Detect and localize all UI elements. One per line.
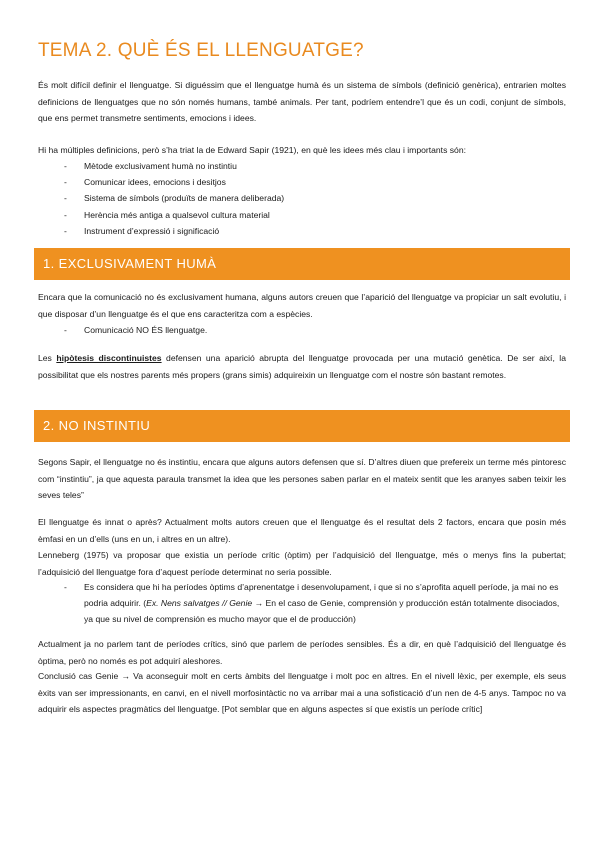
page-title: TEMA 2. QUÈ ÉS EL LLENGUATGE? (38, 40, 364, 61)
list-item: - Comunicació NO ÉS llenguatge. (64, 325, 208, 335)
list-item: - Instrument d’expressió i significació (64, 225, 220, 236)
list-item: - Mètode exclusivament humà no instintiu (64, 161, 237, 171)
section2-paragraph-4: Actualment ja no parlem tant de períodes crítics, sinó que parlem de períodes sensibles. És a dir, en què l’adquisició del llenguatge és òptima, però no només es pot adquirí aleshores. (38, 639, 566, 666)
list-item: - Es considera que hi ha períodes òptims d’aprenentatge i desenvolupament, i que si no s’aprofita aquell període, ja mai no es podria adquirir. (Ex. Nens salvatges // Genie → En el caso de Genie, comprensión y producción están totalmente disociados, ya que su nivel de comprensión es mucho mayor que el de producción) (64, 582, 560, 625)
section1-paragraph-1: Encara que la comunicació no és exclusivament humana, alguns autors creuen que l’aparició del llenguatge va propiciar un salt evolutiu, i que disposar d’un llenguatge és el que ens caracteritza com a espècies. (38, 292, 566, 319)
list-item: - Comunicar idees, emocions i desitjos (64, 177, 226, 188)
section2-paragraph-5: Conclusió cas Genie → Va aconseguir molt en certs àmbits del llenguatge i molt poc en altres. En el nivell lèxic, per exemple, els seus èxits van ser impressionants, en canvi, en el nivell morfosintàctic no va arribar mai a una sofisticació d’un nen de 4-5 anys. Tampoc no va adquirir els aspectes pragmàtics del llenguatge. [Pot semblar que en alguns aspectes sí que existís un període crític] (38, 671, 566, 714)
section1-bullets (38, 322, 566, 338)
section-header-exclusivament-huma (34, 248, 570, 280)
section2-paragraph-3: Lenneberg (1975) va proposar que existia un període crític (òptim) per l’adquisició del llenguatge, més o menys fins la pubertat; l’adquisició del llenguatge fora d’aquest període determinat no seria possible. (38, 550, 566, 577)
section2-paragraph-1: Segons Sapir, el llenguatge no és instintiu, encara que alguns autors defensen que sí. D’altres diuen que prefereix un terme més pintoresc com “instintiu”, ja que aquesta paraula transmet la idea que les persones saben parlar en el mateix sentit que les aranyes saben teixir les seves teles” (38, 457, 566, 500)
list-item: - Sistema de símbols (produïts de manera deliberada) (64, 193, 285, 204)
section-header-no-instintiu (34, 410, 570, 442)
section-heading: 1. EXCLUSIVAMENT HUMÀ (43, 256, 217, 271)
section2-bullets (38, 579, 566, 628)
definitions-intro: Hi ha múltiples definicions, però s’ha triat la de Edward Sapir (1921), en què les idees més clau i importants són: (38, 145, 466, 155)
highlighted-term: hipòtesis discontinuistes (56, 353, 162, 363)
section2-paragraph-2: El llenguatge és innat o après? Actualment molts autors creuen que el llenguatge és el resultat dels 2 factors, encara que posin més èmfasi en un d’ells (uns en un, i altres en un altre). (38, 517, 566, 544)
list-item: - Herència més antiga a qualsevol cultura material (64, 209, 270, 220)
section1-paragraph-2: Les hipòtesis discontinuistes defensen una aparició abrupta del llenguatge provocada per una mutació genètica. De ser així, la possibilitat que els nostres parents més propers (grans simis) adquireixin un llenguatge com el nostre són bastant remotes. (38, 353, 566, 380)
key-ideas-list (38, 158, 566, 239)
section-heading: 2. NO INSTINTIU (43, 418, 151, 433)
intro-paragraph: És molt difícil definir el llenguatge. Si diguéssim que el llenguatge humà és un sistema de símbols (definició genèrica), entrarien moltes definicions de llenguatges que no són només humans, també animals. Per tant, podríem entendre’l que és un codi, conjunt de símbols, que ens permet transmetre sentiments, emocions i idees. (38, 80, 566, 123)
